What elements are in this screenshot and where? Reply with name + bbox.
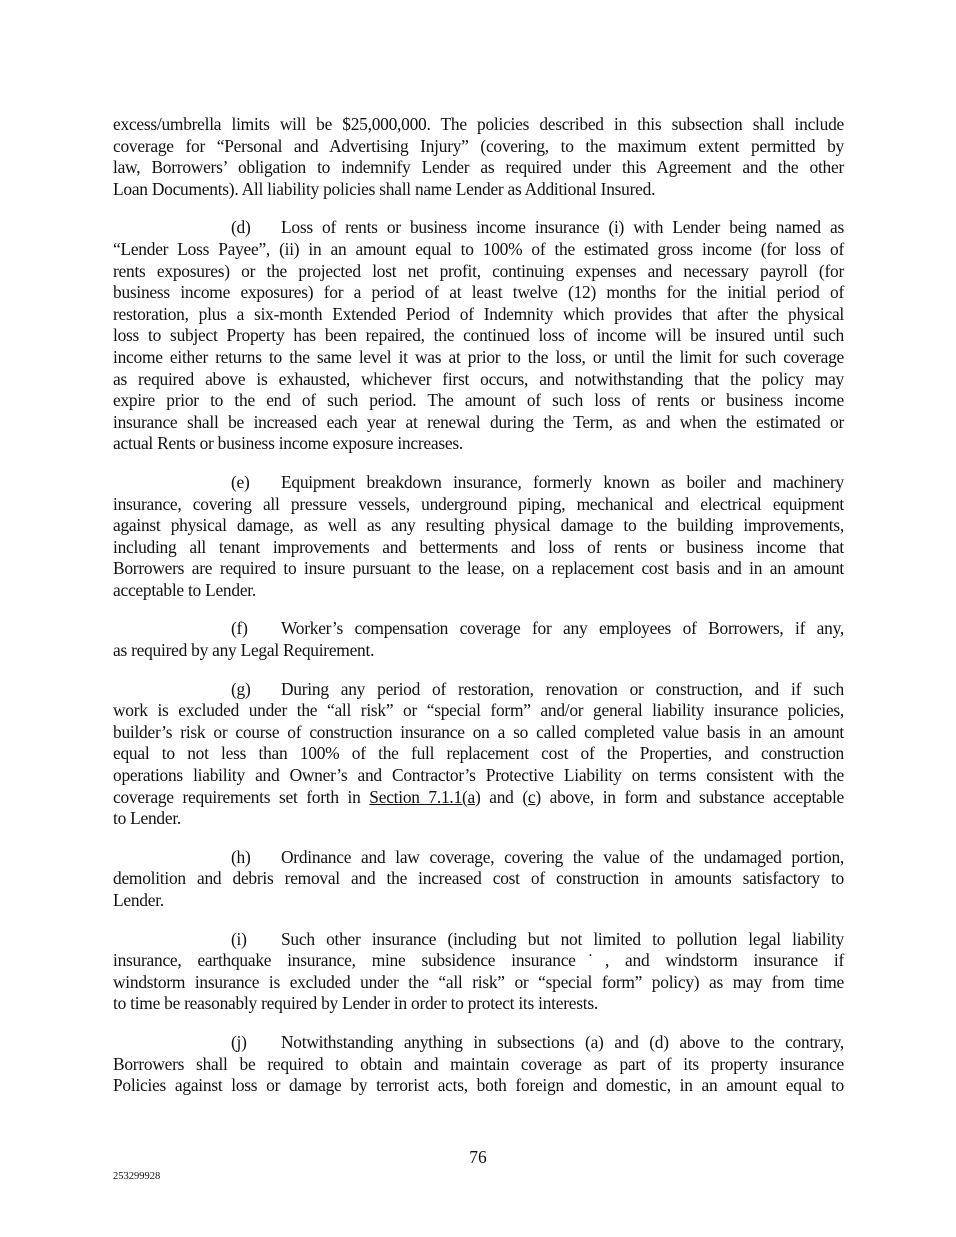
page-number: 76: [469, 1147, 487, 1167]
section-reference-link[interactable]: Section 7.1.1(a): [369, 786, 481, 807]
text-line: windstorm insurance is excluded under the “all risk” or “special form” policy) as may from time: [113, 971, 844, 992]
text-line: work is excluded under the “all risk” or “special form” and/or general liability insurance policies,: [113, 700, 844, 721]
text-line: (d) Loss of rents or business income insurance (i) with Lender being named as: [231, 217, 844, 238]
text-line: acceptable to Lender.: [113, 579, 256, 600]
text-line: Loan Documents). All liability policies shall name Lender as Additional Insured.: [113, 178, 656, 199]
subsection-label: (h): [231, 846, 251, 867]
text-line: (h) Ordinance and law coverage, covering the value of the undamaged portion,: [231, 846, 844, 867]
text-line: Borrowers shall be required to obtain and maintain coverage as part of its property insurance: [113, 1053, 844, 1074]
subsection-label: (g): [231, 678, 251, 699]
text-line: “Lender Loss Payee”, (ii) in an amount equal to 100% of the estimated gross income (for loss of: [113, 238, 844, 259]
subsection-label: (j): [231, 1031, 247, 1052]
paragraph-e: [113, 472, 844, 602]
subsection-reference-link[interactable]: (c): [522, 786, 541, 807]
subsection-label: (f): [231, 618, 248, 639]
text-line: to Lender.: [113, 808, 182, 829]
text-line: to time be reasonably required by Lender in order to protect its interests.: [113, 993, 598, 1014]
text-line: insurance, earthquake insurance, mine subsidence insurance˙, and windstorm insurance if: [113, 950, 844, 971]
text-line: actual Rents or business income exposure increases.: [113, 433, 463, 454]
paragraph-i: [113, 929, 844, 1015]
subsection-label: (d): [231, 217, 251, 238]
text-line: restoration, plus a six-month Extended Period of Indemnity which provides that after the physical: [113, 303, 844, 324]
paragraph-intro: [113, 114, 844, 200]
document-id: 253299928: [113, 1171, 161, 1182]
paragraph-f: [113, 618, 844, 661]
paragraph-d: [113, 217, 844, 455]
text-line: insurance shall be increased each year at renewal during the Term, as and when the estimated or: [113, 411, 844, 432]
text-line: against physical damage, as well as any resulting physical damage to the building improvements,: [113, 515, 844, 536]
subsection-label: (i): [231, 928, 247, 949]
text-line: (f) Worker’s compensation coverage for any employees of Borrowers, if any,: [231, 618, 844, 639]
text-line: expire prior to the end of such period. The amount of such loss of rents or business income: [113, 390, 844, 411]
text-line: equal to not less than 100% of the full replacement cost of the Properties, and construction: [113, 743, 844, 764]
text-line: coverage for “Personal and Advertising Injury” (covering, to the maximum extent permitted by: [113, 135, 844, 156]
text-line: (e) Equipment breakdown insurance, formerly known as boiler and machinery: [231, 471, 844, 492]
text-line: Borrowers are required to insure pursuant to the lease, on a replacement cost basis and in an amount: [113, 558, 844, 579]
text-line: (g) During any period of restoration, renovation or construction, and if such: [231, 678, 844, 699]
text-line: (j) Notwithstanding anything in subsections (a) and (d) above to the contrary,: [231, 1031, 844, 1052]
document-page: [113, 114, 844, 1114]
text-line: income either returns to the same level it was at prior to the loss, or until the limit for such coverage: [113, 346, 844, 367]
text-line: including all tenant improvements and betterments and loss of rents or business income that: [113, 536, 844, 557]
text-line: law, Borrowers’ obligation to indemnify Lender as required under this Agreement and the other: [113, 157, 844, 178]
text-line: operations liability and Owner’s and Contractor’s Protective Liability on terms consistent with the: [113, 765, 844, 786]
text-line: as required above is exhausted, whichever first occurs, and notwithstanding that the policy may: [113, 368, 844, 389]
text-line: (i) Such other insurance (including but not limited to pollution legal liability: [231, 928, 844, 949]
text-line: business income exposures) for a period of at least twelve (12) months for the initial period of: [113, 282, 844, 303]
subsection-label: (e): [231, 471, 250, 492]
text-line: rents exposures) or the projected lost net profit, continuing expenses and necessary payroll (for: [113, 260, 844, 281]
text-line: Policies against loss or damage by terrorist acts, both foreign and domestic, in an amount equal to: [113, 1075, 844, 1096]
text-line: loss to subject Property has been repaired, the continued loss of income will be insured until such: [113, 325, 844, 346]
paragraph-j: [113, 1032, 844, 1097]
text-line: excess/umbrella limits will be $25,000,000. The policies described in this subsection shall include: [113, 114, 844, 134]
text-line: coverage requirements set forth in Section 7.1.1(a) and (c) above, in form and substance acceptable: [113, 786, 845, 807]
paragraph-h: [113, 847, 844, 912]
text-line: builder’s risk or course of construction insurance on a so called completed value basis in an amount: [113, 721, 844, 742]
paragraph-g: [113, 679, 844, 830]
text-line: as required by any Legal Requirement.: [113, 640, 375, 661]
text-line: insurance, covering all pressure vessels, underground piping, mechanical and electrical equipment: [113, 493, 844, 514]
text-line: demolition and debris removal and the increased cost of construction in amounts satisfactory to: [113, 868, 844, 889]
text-line: Lender.: [113, 890, 164, 910]
